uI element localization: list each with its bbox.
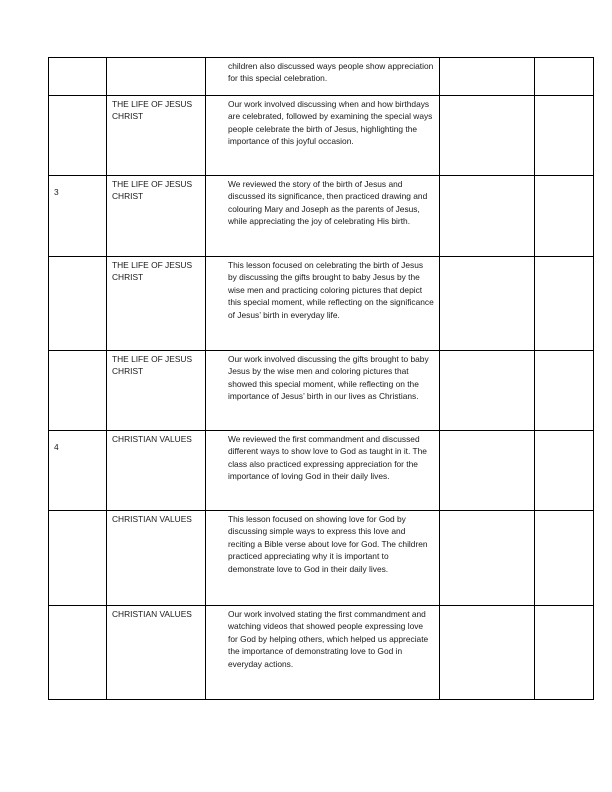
table-row xyxy=(49,58,594,96)
description-cell: Our work involved stating the first commandment and watching videos that showed people expressing love for God by helping others, which helped us appreciate the importance of demonstrating love to God in everyday actions. xyxy=(206,606,440,700)
empty-cell xyxy=(535,431,594,511)
table-row xyxy=(49,431,594,511)
description-cell: We reviewed the story of the birth of Jesus and discussed its significance, then practiced drawing and colouring Mary and Joseph as the parents of Jesus, while appreciating the joy of celebrating His birth. xyxy=(206,176,440,257)
empty-cell xyxy=(535,58,594,96)
theme-cell: THE LIFE OF JESUS CHRIST xyxy=(107,351,206,431)
week-cell: 3 xyxy=(49,176,107,257)
week-cell xyxy=(49,96,107,176)
theme-cell: CHRISTIAN VALUES xyxy=(107,431,206,511)
theme-cell xyxy=(107,58,206,96)
table-row xyxy=(49,511,594,606)
empty-cell xyxy=(440,176,535,257)
theme-cell: THE LIFE OF JESUS CHRIST xyxy=(107,257,206,351)
theme-cell: CHRISTIAN VALUES xyxy=(107,606,206,700)
description-cell: We reviewed the first commandment and discussed different ways to show love to God as taught in it. The class also practiced expressing appreciation for the importance of loving God in their daily lives. xyxy=(206,431,440,511)
week-cell xyxy=(49,257,107,351)
week-cell xyxy=(49,606,107,700)
empty-cell xyxy=(440,431,535,511)
week-cell xyxy=(49,351,107,431)
empty-cell xyxy=(535,257,594,351)
empty-cell xyxy=(440,511,535,606)
theme-cell: THE LIFE OF JESUS CHRIST xyxy=(107,176,206,257)
theme-cell: CHRISTIAN VALUES xyxy=(107,511,206,606)
empty-cell xyxy=(535,606,594,700)
empty-cell xyxy=(535,511,594,606)
description-cell: Our work involved discussing when and how birthdays are celebrated, followed by examining the special ways people celebrate the birth of Jesus, highlighting the importance of this joyful occasion. xyxy=(206,96,440,176)
theme-cell: THE LIFE OF JESUS CHRIST xyxy=(107,96,206,176)
description-cell: This lesson focused on showing love for God by discussing simple ways to express this love and reciting a Bible verse about love for God. The children practiced appreciating why it is important to demonstrate love to God in their daily lives. xyxy=(206,511,440,606)
description-cell: Our work involved discussing the gifts brought to baby Jesus by the wise men and coloring pictures that showed this special moment, while reflecting on the importance of Jesus’ birth in our lives as Christians. xyxy=(206,351,440,431)
week-cell xyxy=(49,58,107,96)
empty-cell xyxy=(440,351,535,431)
week-cell xyxy=(49,511,107,606)
lesson-record-table xyxy=(48,57,594,700)
table-row xyxy=(49,257,594,351)
table-row xyxy=(49,606,594,700)
empty-cell xyxy=(440,58,535,96)
description-cell: This lesson focused on celebrating the birth of Jesus by discussing the gifts brought to baby Jesus by the wise men and practicing coloring pictures that depict this special moment, while reflecting on the significance of Jesus’ birth in everyday life. xyxy=(206,257,440,351)
table-row xyxy=(49,176,594,257)
empty-cell xyxy=(440,96,535,176)
empty-cell xyxy=(535,96,594,176)
empty-cell xyxy=(440,606,535,700)
empty-cell xyxy=(535,176,594,257)
description-cell: children also discussed ways people show appreciation for this special celebration. xyxy=(206,58,440,96)
table-row xyxy=(49,96,594,176)
empty-cell xyxy=(535,351,594,431)
table-row xyxy=(49,351,594,431)
empty-cell xyxy=(440,257,535,351)
week-cell: 4 xyxy=(49,431,107,511)
